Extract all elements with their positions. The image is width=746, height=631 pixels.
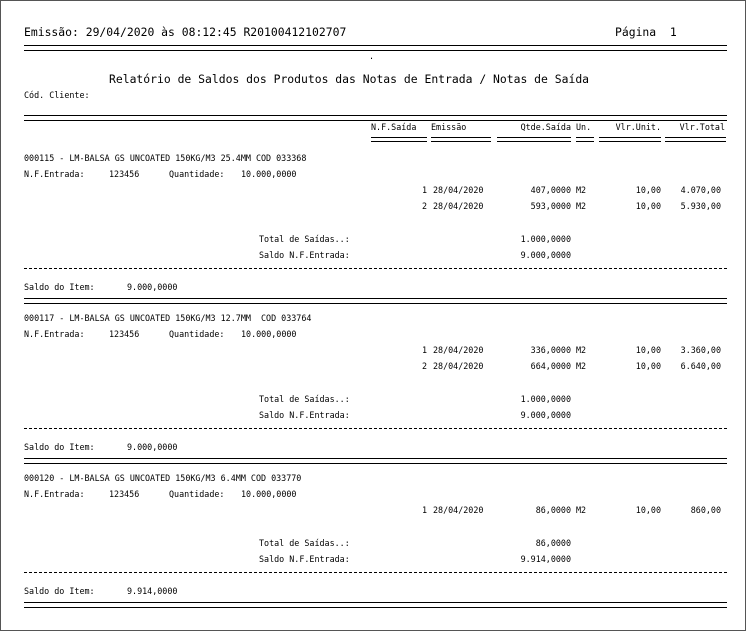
col-underline (576, 137, 594, 142)
saldo-item-label: Saldo do Item: (24, 442, 95, 452)
row-nf: 1 (421, 505, 427, 515)
nf-entrada-value: 123456 (109, 489, 140, 499)
nf-entrada-label: N.F.Entrada: (24, 169, 85, 179)
quantidade-value: 10.000,0000 (241, 329, 297, 339)
row-date: 28/04/2020 (433, 361, 484, 371)
saldo-item-label: Saldo do Item: (24, 586, 95, 596)
col-underline (665, 137, 726, 142)
client-code-label: Cód. Cliente: (24, 90, 90, 100)
row-total: 860,00 (690, 505, 721, 515)
row-un: M2 (576, 505, 587, 515)
row-un: M2 (576, 201, 587, 211)
row-unit: 10,00 (635, 185, 661, 195)
col-underline (371, 137, 427, 142)
row-nf: 1 (421, 185, 427, 195)
quantidade-label: Quantidade: (169, 169, 225, 179)
col-qtde-saida: Qtde.Saída (520, 122, 571, 132)
nf-entrada-label: N.F.Entrada: (24, 489, 85, 499)
report-title: Relatório de Saldos dos Produtos das Notas de Entrada / Notas de Saída (109, 72, 590, 86)
total-saidas-label: Total de Saídas..: (259, 234, 350, 244)
row-total: 4.070,00 (680, 185, 721, 195)
row-unit: 10,00 (635, 201, 661, 211)
col-un: Un. (576, 122, 592, 132)
row-total: 5.930,00 (680, 201, 721, 211)
col-vlr-unit: Vlr.Unit. (615, 122, 661, 132)
quantidade-value: 10.000,0000 (241, 489, 297, 499)
col-emissao: Emissão (431, 122, 467, 132)
saldo-nf-entrada-value: 9.000,0000 (520, 410, 571, 420)
product-line: 000120 - LM-BALSA GS UNCOATED 150KG/M3 6.4MM COD 033770 (24, 473, 302, 483)
row-unit: 10,00 (635, 345, 661, 355)
total-saidas-value: 1.000,0000 (520, 234, 571, 244)
double-rule (24, 115, 727, 121)
saldo-nf-entrada-label: Saldo N.F.Entrada: (259, 554, 350, 564)
row-qty: 86,0000 (535, 505, 571, 515)
saldo-item-value: 9.000,0000 (127, 282, 178, 292)
row-date: 28/04/2020 (433, 185, 484, 195)
saldo-item-value: 9.914,0000 (127, 586, 178, 596)
nf-entrada-value: 123456 (109, 169, 140, 179)
row-date: 28/04/2020 (433, 505, 484, 515)
quantidade-value: 10.000,0000 (241, 169, 297, 179)
nf-entrada-label: N.F.Entrada: (24, 329, 85, 339)
page-number: Página 1 (615, 25, 677, 39)
saldo-nf-entrada-value: 9.000,0000 (520, 250, 571, 260)
nf-entrada-value: 123456 (109, 329, 140, 339)
row-un: M2 (576, 185, 587, 195)
saldo-nf-entrada-label: Saldo N.F.Entrada: (259, 250, 350, 260)
dashed-rule (24, 572, 727, 573)
total-saidas-label: Total de Saídas..: (259, 538, 350, 548)
row-qty: 407,0000 (530, 185, 571, 195)
row-un: M2 (576, 345, 587, 355)
saldo-nf-entrada-label: Saldo N.F.Entrada: (259, 410, 350, 420)
emission-line: Emissão: 29/04/2020 às 08:12:45 R20100412102707 (24, 25, 347, 39)
product-line: 000115 - LM-BALSA GS UNCOATED 150KG/M3 25.4MM COD 033368 (24, 153, 307, 163)
total-saidas-value: 86,0000 (535, 538, 571, 548)
row-date: 28/04/2020 (433, 201, 484, 211)
row-unit: 10,00 (635, 361, 661, 371)
double-rule (24, 602, 727, 608)
dot-mark: . (369, 51, 375, 61)
quantidade-label: Quantidade: (169, 329, 225, 339)
row-nf: 2 (421, 361, 427, 371)
quantidade-label: Quantidade: (169, 489, 225, 499)
row-qty: 336,0000 (530, 345, 571, 355)
total-saidas-value: 1.000,0000 (520, 394, 571, 404)
col-underline (497, 137, 571, 142)
row-total: 3.360,00 (680, 345, 721, 355)
saldo-nf-entrada-value: 9.914,0000 (520, 554, 571, 564)
row-total: 6.640,00 (680, 361, 721, 371)
dashed-rule (24, 428, 727, 429)
saldo-item-value: 9.000,0000 (127, 442, 178, 452)
dashed-rule (24, 268, 727, 269)
row-date: 28/04/2020 (433, 345, 484, 355)
double-rule (24, 458, 727, 464)
row-nf: 2 (421, 201, 427, 211)
col-underline (431, 137, 491, 142)
product-line: 000117 - LM-BALSA GS UNCOATED 150KG/M3 12.7MM COD 033764 (24, 313, 312, 323)
row-nf: 1 (421, 345, 427, 355)
col-vlr-total: Vlr.Total (679, 122, 725, 132)
col-nf-saida: N.F.Saída (371, 122, 417, 132)
saldo-item-label: Saldo do Item: (24, 282, 95, 292)
row-qty: 664,0000 (530, 361, 571, 371)
row-unit: 10,00 (635, 505, 661, 515)
row-un: M2 (576, 361, 587, 371)
double-rule (24, 45, 727, 51)
row-qty: 593,0000 (530, 201, 571, 211)
col-underline (599, 137, 661, 142)
total-saidas-label: Total de Saídas..: (259, 394, 350, 404)
double-rule (24, 298, 727, 304)
